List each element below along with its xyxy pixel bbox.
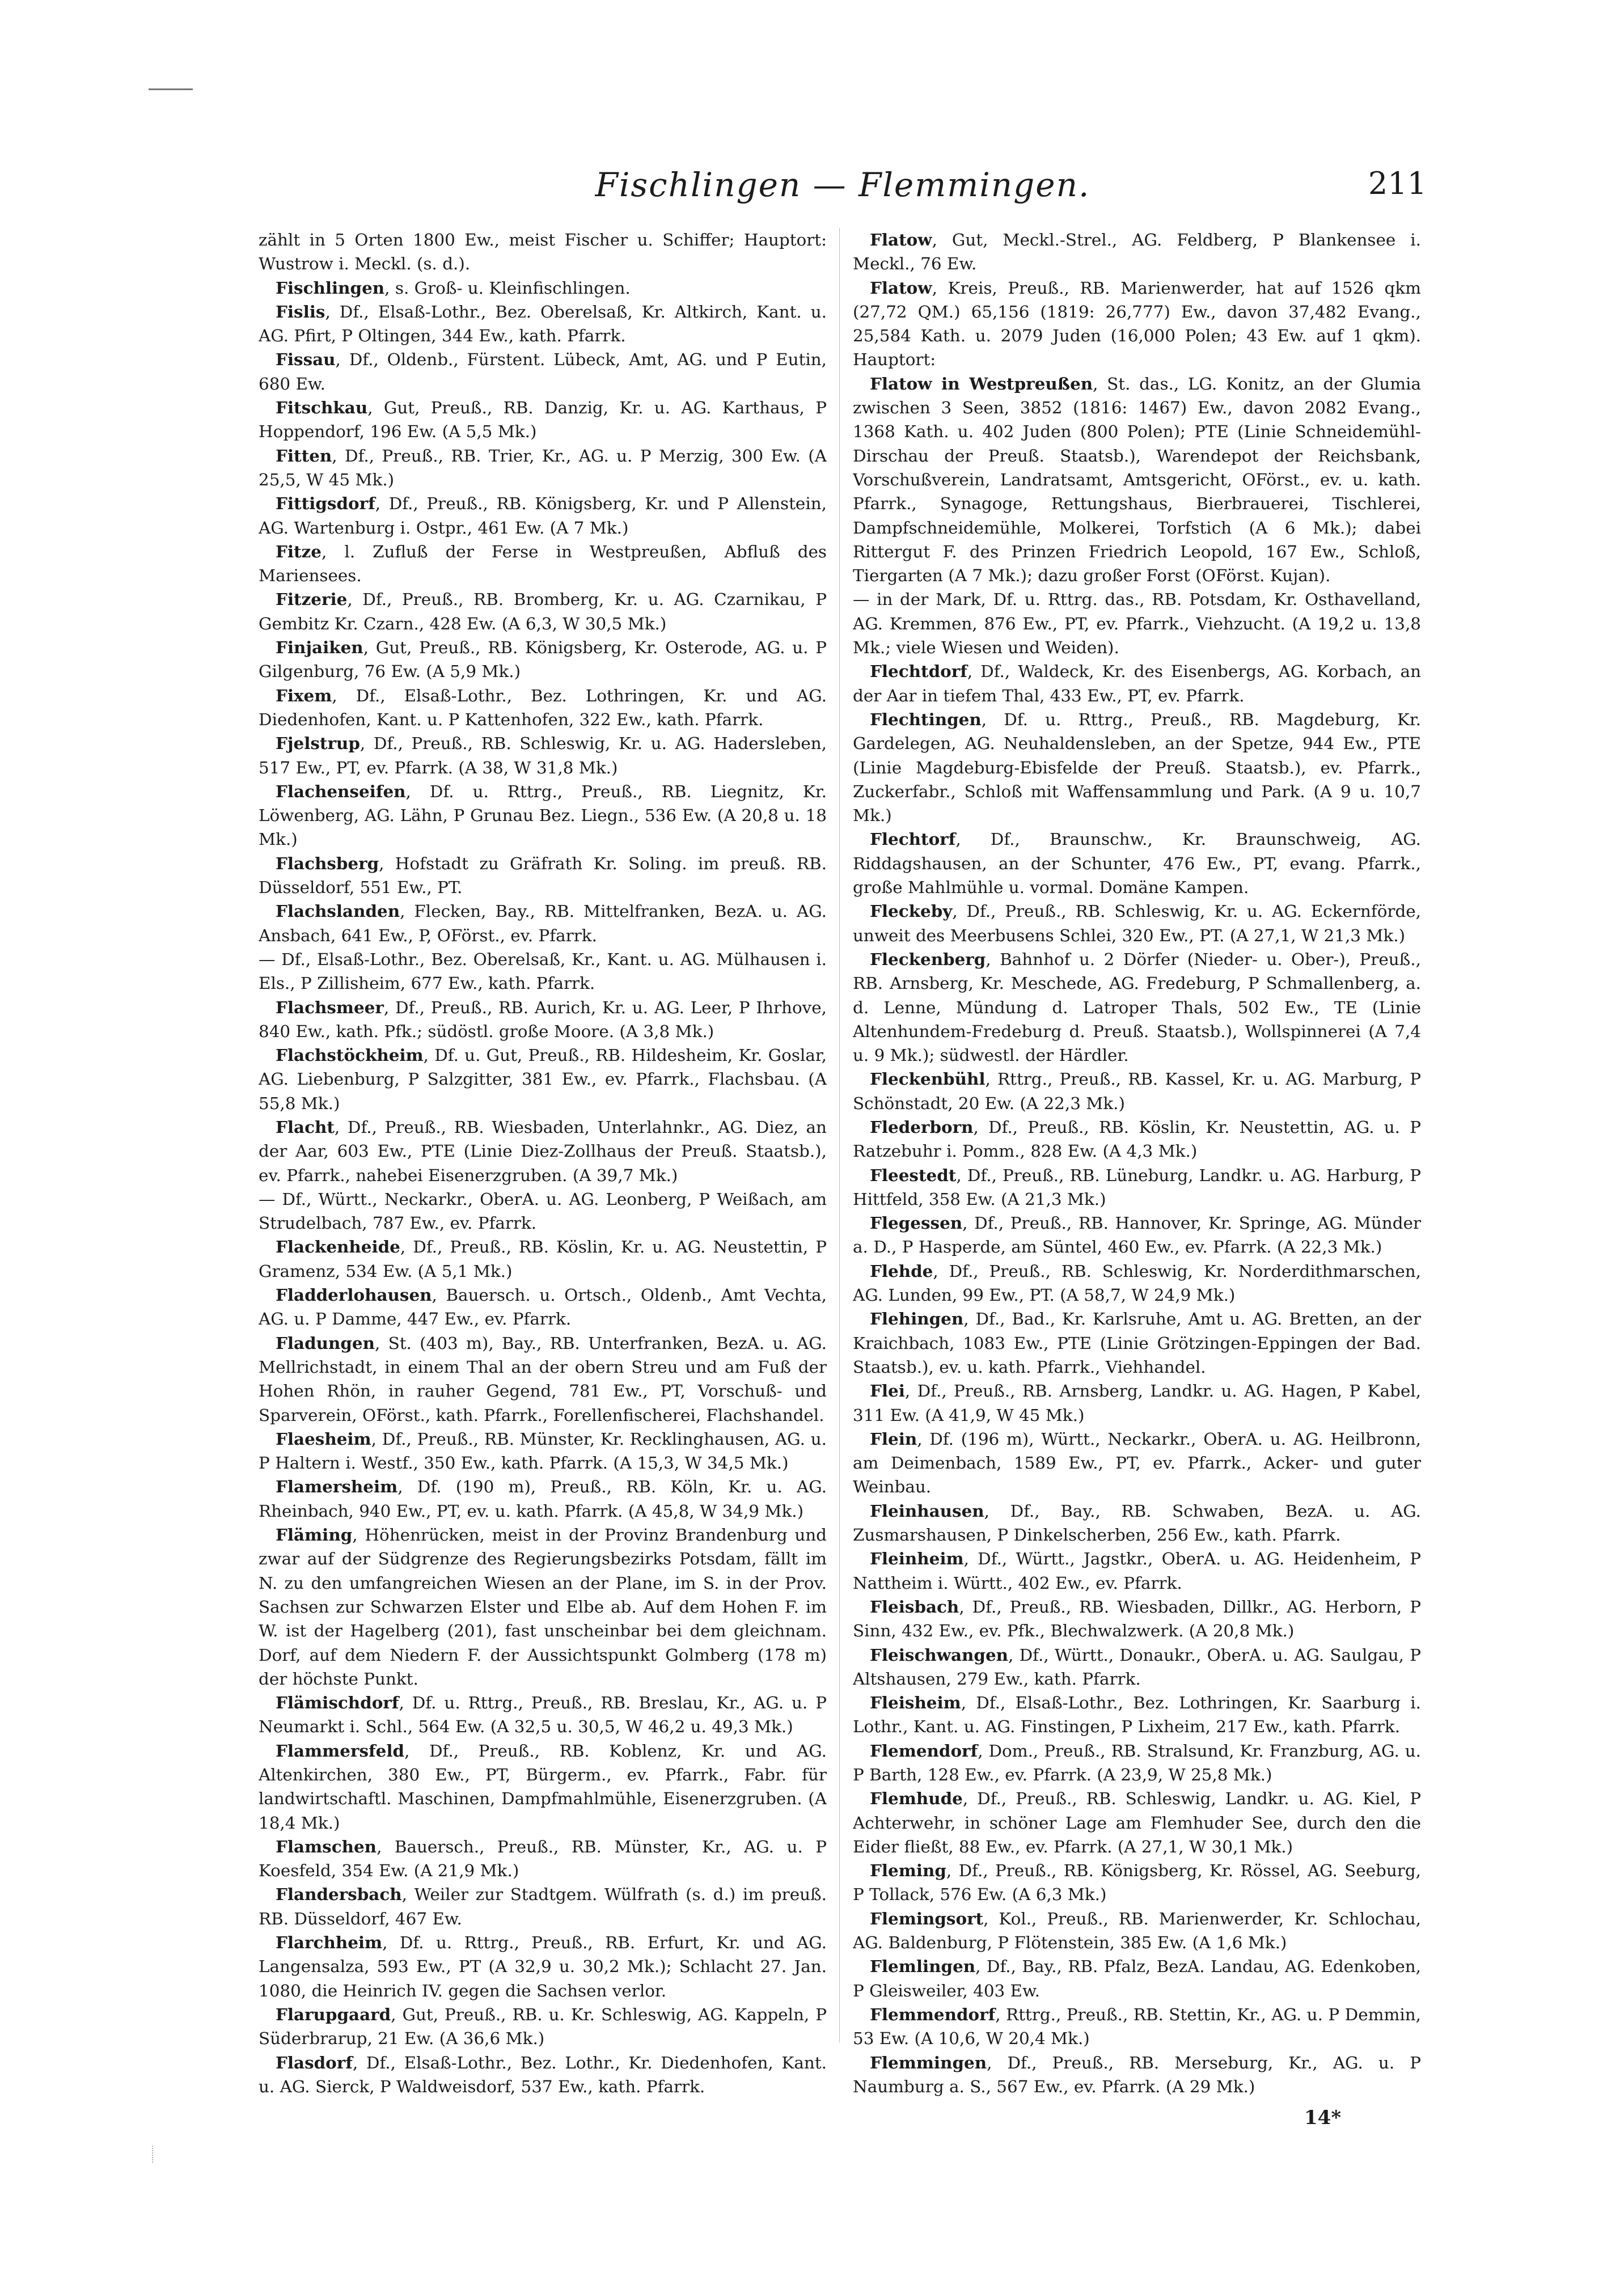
entry-headword: Flechtingen — [870, 709, 982, 729]
entry-headword: Flehingen — [870, 1309, 964, 1329]
dictionary-entry — [853, 1691, 1421, 1739]
dictionary-entry — [259, 1187, 827, 1236]
dictionary-entry — [259, 1835, 827, 1883]
entry-text: , Df. (190 m), Preuß., RB. Köln, Kr. u. AG. Rheinbach, 940 Ew., PT, ev. u. kath. Pfarrk. (A 45,8, W 34,9 Mk.) — [259, 1477, 827, 1521]
entry-headword: Fläming — [276, 1525, 353, 1545]
entry-text: , Df., Elsaß-Lothr., Bez. Lothringen, Kr. Saarburg i. Lothr., Kant. u. AG. Finstingen, P Lixheim, 217 Ew., kath. Pfarrk. — [853, 1693, 1421, 1737]
dictionary-entry — [853, 276, 1421, 372]
entry-text: , Df. u. Rttrg., Preuß., RB. Erfurt, Kr. und AG. Langensalza, 593 Ew., PT (A 32,9 u. 30,2 Mk.); Schlacht 27. Jan. 1080, die Heinrich IV. gegen die Sachsen verlor. — [259, 1933, 827, 2000]
entry-headword: Flaesheim — [276, 1428, 371, 1449]
entry-headword: Flemendorf — [870, 1740, 978, 1761]
entry-text: , Df. u. Rttrg., Preuß., RB. Breslau, Kr., AG. u. P Neumarkt i. Schl., 564 Ew. (A 32,5 u. 30,5, W 46,2 u. 49,3 Mk.) — [259, 1693, 827, 1737]
dictionary-entry — [259, 684, 827, 732]
entry-text: , Rttrg., Preuß., RB. Kassel, Kr. u. AG. Marburg, P Schönstadt, 20 Ew. (A 22,3 Mk.) — [853, 1069, 1421, 1113]
entry-headword: Flemhude — [870, 1788, 963, 1809]
dictionary-entry — [853, 1859, 1421, 1907]
entry-text: , Df., Preuß., RB. Hannover, Kr. Springe, AG. Münder a. D., P Hasperde, am Süntel, 460 Ew., ev. Pfarrk. (A 22,3 Mk.) — [853, 1213, 1421, 1257]
dictionary-entry — [259, 228, 827, 276]
entry-headword: Finjaiken — [276, 637, 363, 658]
dictionary-entry — [259, 1739, 827, 1835]
entry-text: , Df., Bad., Kr. Karlsruhe, Amt u. AG. Bretten, an der Kraichbach, 1083 Ew., PTE (Linie Grötzingen-Eppingen der Bad. Staatsb.), ev. u. kath. Pfarrk., Viehhandel. — [853, 1309, 1421, 1377]
text-columns — [259, 228, 1429, 2099]
entry-headword: Flammersfeld — [276, 1740, 405, 1761]
entry-text: , Dom., Preuß., RB. Stralsund, Kr. Franzburg, AG. u. P Barth, 128 Ew., ev. Pfarrk. (A 23,9, W 25,8 Mk.) — [853, 1741, 1421, 1784]
entry-headword: Fleestedt — [870, 1165, 957, 1185]
dictionary-entry — [259, 540, 827, 588]
entry-text: , Df., Preuß., RB. Königsberg, Kr. Rössel, AG. Seeburg, P Tollack, 576 Ew. (A 6,3 Mk.) — [853, 1861, 1421, 1905]
entry-text: , Df., Bay., RB. Schwaben, BezA. u. AG. Zusmarshausen, P Dinkelscherben, 256 Ew., kath. Pfarrk. — [853, 1501, 1421, 1545]
entry-text: , Gut, Meckl.-Strel., AG. Feldberg, P Blankensee i. Meckl., 76 Ew. — [853, 230, 1421, 274]
dictionary-entry — [259, 780, 827, 852]
dictionary-entry — [259, 587, 827, 636]
dictionary-entry — [259, 444, 827, 492]
dictionary-entry — [853, 372, 1421, 588]
entry-text: , Df., Preuß., RB. Schleswig, Kr. Norderdithmarschen, AG. Lunden, 99 Ew., PT. (A 58,7, W 24,9 Mk.) — [853, 1261, 1421, 1305]
running-header — [259, 166, 1427, 211]
dictionary-entry — [853, 1164, 1421, 1212]
dictionary-entry — [259, 1931, 827, 2003]
dictionary-entry — [853, 2051, 1421, 2099]
dictionary-entry — [259, 1475, 827, 1523]
entry-text: , Df., Preuß., RB. Köslin, Kr. Neustettin, AG. u. P Ratzebuhr i. Pomm., 828 Ew. (A 4,3 Mk.) — [853, 1117, 1421, 1161]
entry-headword: Flein — [870, 1428, 917, 1449]
entry-headword: Flachstöckheim — [276, 1045, 424, 1065]
entry-text: , Df. (196 m), Württ., Neckarkr., OberA. u. AG. Heilbronn, am Deimenbach, 1589 Ew., PT, ev. Pfarrk., Acker- und guter Weinbau. — [853, 1429, 1421, 1497]
entry-text: , Df., Elsaß-Lothr., Bez. Oberelsaß, Kr. Altkirch, Kant. u. AG. Pfirt, P Oltingen, 344 Ew., kath. Pfarrk. — [259, 302, 827, 346]
entry-headword: Fjelstrup — [276, 733, 360, 754]
entry-headword: Flederborn — [870, 1116, 974, 1137]
entry-text: , Df., Preuß., RB. Köslin, Kr. u. AG. Neustettin, P Gramenz, 534 Ew. (A 5,1 Mk.) — [259, 1237, 827, 1281]
dictionary-entry — [259, 1331, 827, 1427]
entry-text: , Gut, Preuß., RB. u. Kr. Schleswig, AG. Kappeln, P Süderbrarup, 21 Ew. (A 36,6 Mk.) — [259, 2004, 827, 2049]
entry-text: , Df., Preuß., RB. Merseburg, Kr., AG. u. P Naumburg a. S., 567 Ew., ev. Pfarrk. (A 29 Mk.) — [853, 2053, 1421, 2096]
entry-text: , Df., Elsaß-Lothr., Bez. Lothr., Kr. Diedenhofen, Kant. u. AG. Sierck, P Waldweisdorf, 537 Ew., kath. Pfarrk. — [259, 2053, 827, 2096]
dictionary-entry — [853, 1211, 1421, 1259]
dictionary-entry — [853, 1307, 1421, 1379]
entry-text: , Df., Preuß., RB. Arnsberg, Landkr. u. AG. Hagen, P Kabel, 311 Ew. (A 41,9, W 45 Mk.) — [853, 1381, 1421, 1425]
dictionary-entry — [259, 2003, 827, 2051]
entry-headword: Flarchheim — [276, 1932, 383, 1953]
entry-headword: Fleming — [870, 1860, 946, 1881]
dictionary-entry — [853, 2003, 1421, 2051]
entry-headword: Flatow — [870, 230, 932, 249]
entry-text: , Hofstadt zu Gräfrath Kr. Soling. im preuß. RB. Düsseldorf, 551 Ew., PT. — [259, 853, 827, 898]
entry-headword: Fladderlohausen — [276, 1285, 432, 1305]
entry-text: , Flecken, Bay., RB. Mittelfranken, BezA. u. AG. Ansbach, 641 Ew., P, OFörst., ev. Pfarrk. — [259, 902, 827, 945]
dictionary-entry — [259, 731, 827, 780]
entry-text: , Df., Preuß., RB. Wiesbaden, Dillkr., AG. Herborn, P Sinn, 432 Ew., ev. Pfk., Blechwalzwerk. (A 20,8 Mk.) — [853, 1597, 1421, 1641]
entry-headword: Flachslanden — [276, 901, 400, 921]
dictionary-entry — [853, 1427, 1421, 1499]
running-title: Fischlingen — Flemmingen. — [595, 166, 1090, 204]
entry-headword: Flarupgaard — [276, 2004, 391, 2024]
dictionary-entry — [853, 659, 1421, 708]
entry-headword: Flatow — [870, 277, 932, 298]
entry-text: , Df., Braunschw., Kr. Braunschweig, AG. Riddagshausen, an der Schunter, 476 Ew., PT, evang. Pfarrk., große Mahlmühle u. vormal. Domäne Kampen. — [853, 830, 1421, 898]
entry-headword: Flegessen — [870, 1213, 963, 1233]
dictionary-entry — [853, 827, 1421, 899]
entry-headword: Flandersbach — [276, 1884, 402, 1905]
entry-text: , Höhenrücken, meist in der Provinz Brandenburg und zwar auf der Südgrenze des Regierungsbezirks Potsdam, fällt im N. zu den umfangreichen Wiesen an der Plane, im S. in der Prov. Sachsen zur Schwarzen Elster und Elbe ab. Auf dem Hohen F. im W. ist der Hagelberg (201), fast unscheinbar bei dem gleichnam. Dorf, auf dem Niedern F. der Aussichtspunkt Golmberg (178 m) der höchste Punkt. — [259, 1525, 827, 1689]
entry-text: , Df., Preuß., RB. Schleswig, Kr. u. AG. Eckernförde, unweit des Meerbusens Schlei, 320 Ew., PT. (A 27,1, W 21,3 Mk.) — [853, 902, 1421, 945]
dictionary-entry — [259, 1523, 827, 1691]
entry-headword: Fleckenbühl — [870, 1069, 986, 1089]
right-column — [853, 228, 1421, 2099]
entry-text: , Df., Preuß., RB. Königsberg, Kr. und P Allenstein, AG. Wartenburg i. Ostpr., 461 Ew. (A 7 Mk.) — [259, 494, 827, 538]
entry-text: , l. Zufluß der Ferse in Westpreußen, Abfluß des Mariensees. — [259, 541, 827, 586]
dictionary-entry — [259, 1283, 827, 1331]
entry-text: zählt in 5 Orten 1800 Ew., meist Fischer u. Schiffer; Hauptort: Wustrow i. Meckl. (s. d.). — [259, 230, 827, 274]
entry-text: , Kreis, Preuß., RB. Marienwerder, hat auf 1526 qkm (27,72 QM.) 65,156 (1819: 26,777) Ew., davon 37,482 Evang., 25,584 Kath. u. 2079 Juden (16,000 Polen; 43 Ew. auf 1 qkm). Hauptort: — [853, 278, 1421, 370]
entry-headword: Flasdorf — [276, 2052, 353, 2072]
entry-headword: Fitzerie — [276, 589, 348, 610]
entry-headword: Fitten — [276, 445, 332, 466]
entry-headword: Fleisheim — [870, 1693, 961, 1713]
scan-mark-bottom — [152, 2146, 159, 2163]
dictionary-entry — [853, 1643, 1421, 1691]
entry-text: , Df., Waldeck, Kr. des Eisenbergs, AG. Korbach, an der Aar in tiefem Thal, 433 Ew., PT, ev. Pfarrk. — [853, 662, 1421, 705]
dictionary-entry — [853, 1547, 1421, 1595]
entry-headword: Fleisbach — [870, 1596, 959, 1617]
entry-text: , Rttrg., Preuß., RB. Stettin, Kr., AG. u. P Demmin, 53 Ew. (A 10,6, W 20,4 Mk.) — [853, 2004, 1421, 2049]
entry-headword: Fischlingen — [276, 277, 385, 298]
dictionary-entry — [853, 1259, 1421, 1308]
page-number: 211 — [1368, 166, 1427, 201]
dictionary-entry — [259, 1043, 827, 1115]
entry-headword: Fladungen — [276, 1332, 375, 1353]
entry-headword: Flachsberg — [276, 853, 379, 873]
dictionary-entry — [259, 1691, 827, 1739]
entry-headword: Flamschen — [276, 1836, 377, 1856]
entry-text: , Df. u. Rttrg., Preuß., RB. Magdeburg, Kr. Gardelegen, AG. Neuhaldensleben, an der Spetze, 944 Ew., PTE (Linie Magdeburg-Ebisfelde der Preuß. Staatsb.), ev. Pfarrk., Zuckerfabr., Schloß mit Waffensammlung und Park. (A 9 u. 10,7 Mk.) — [853, 709, 1421, 826]
entry-text: , Df., Württ., Donaukr., OberA. u. AG. Saulgau, P Altshausen, 279 Ew., kath. Pfarrk. — [853, 1645, 1421, 1689]
entry-text: , Df., Preuß., RB. Aurich, Kr. u. AG. Leer, P Ihrhove, 840 Ew., kath. Pfk.; südöstl. große Moore. (A 3,8 Mk.) — [259, 997, 827, 1041]
entry-headword: Fittigsdorf — [276, 493, 375, 514]
entry-text: , Df., Preuß., RB. Münster, Kr. Recklinghausen, AG. u. P Haltern i. Westf., 350 Ew., kath. Pfarrk. (A 15,3, W 34,5 Mk.) — [259, 1429, 827, 1473]
dictionary-entry — [259, 492, 827, 540]
entry-text: , Bahnhof u. 2 Dörfer (Nieder- u. Ober-), Preuß., RB. Arnsberg, Kr. Meschede, AG. Fredeburg, P Schmallenberg, a. d. Lenne, Mündung d. Latroper Thals, 502 Ew., TE (Linie Altenhundem-Fredeburg d. Preuß. Staatsb.), Wollspinnerei (A 7,4 u. 9 Mk.); südwestl. der Härdler. — [853, 949, 1421, 1065]
entry-headword: Flemmendorf — [870, 2004, 996, 2024]
entry-text: , Df., Preuß., RB. Trier, Kr., AG. u. P Merzig, 300 Ew. (A 25,5, W 45 Mk.) — [259, 446, 827, 489]
entry-headword: Flamersheim — [276, 1477, 398, 1497]
dictionary-entry — [259, 899, 827, 947]
entry-text: , St. (403 m), Bay., RB. Unterfranken, BezA. u. AG. Mellrichstadt, in einem Thal an der obern Streu und am Fuß der Hohen Rhön, in rauher Gegend, 781 Ew., PT, Vorschuß- und Sparverein, OFörst., kath. Pfarrk., Forellenfischerei, Flachshandel. — [259, 1333, 827, 1425]
dictionary-entry — [853, 1595, 1421, 1643]
entry-headword: Fixem — [276, 685, 332, 705]
entry-text: , Df., Elsaß-Lothr., Bez. Lothringen, Kr. und AG. Diedenhofen, Kant. u. P Kattenhofen, 322 Ew., kath. Pfarrk. — [259, 686, 827, 729]
dictionary-entry — [259, 1882, 827, 1931]
entry-text: , Df., Preuß., RB. Schleswig, Kr. u. AG. Hadersleben, 517 Ew., PT, ev. Pfarrk. (A 38, W 31,8 Mk.) — [259, 734, 827, 777]
dictionary-entry — [259, 1115, 827, 1187]
dictionary-entry — [853, 947, 1421, 1067]
entry-text: , Df. u. Rttrg., Preuß., RB. Liegnitz, Kr. Löwenberg, AG. Lähn, P Grunau Bez. Liegn., 536 Ew. (A 20,8 u. 18 Mk.) — [259, 781, 827, 849]
entry-text: — Df., Elsaß-Lothr., Bez. Oberelsaß, Kr., Kant. u. AG. Mülhausen i. Els., P Zillisheim, 677 Ew., kath. Pfarrk. — [259, 949, 827, 993]
entry-text: , Df., Preuß., RB. Schleswig, Landkr. u. AG. Kiel, P Achterwehr, in schöner Lage am Flemhuder See, durch den die Eider fließt, 88 Ew., ev. Pfarrk. (A 27,1, W 30,1 Mk.) — [853, 1789, 1421, 1856]
dictionary-entry — [259, 396, 827, 444]
dictionary-entry — [259, 2051, 827, 2099]
dictionary-entry — [259, 276, 827, 300]
entry-text: , Bauersch., Preuß., RB. Münster, Kr., AG. u. P Koesfeld, 354 Ew. (A 21,9 Mk.) — [259, 1837, 827, 1881]
entry-text: , Df., Preuß., RB. Lüneburg, Landkr. u. AG. Harburg, P Hittfeld, 358 Ew. (A 21,3 Mk.) — [853, 1165, 1421, 1209]
entry-headword: Flemmingen — [870, 2052, 987, 2072]
entry-text: , Df., Württ., Jagstkr., OberA. u. AG. Heidenheim, P Nattheim i. Württ., 402 Ew., ev. Pfarrk. — [853, 1549, 1421, 1593]
entry-headword: Flacht — [276, 1116, 335, 1137]
dictionary-entry — [853, 587, 1421, 659]
dictionary-entry — [259, 996, 827, 1044]
entry-text: — Df., Württ., Neckarkr., OberA. u. AG. Leonberg, P Weißach, am Strudelbach, 787 Ew., ev. Pfarrk. — [259, 1189, 827, 1233]
entry-headword: Flachsmeer — [276, 997, 384, 1017]
entry-headword: Flatow in Westpreußen — [870, 373, 1093, 394]
entry-text: , Gut, Preuß., RB. Danzig, Kr. u. AG. Karthaus, P Hoppendorf, 196 Ew. (A 5,5 Mk.) — [259, 398, 827, 442]
dictionary-entry — [853, 899, 1421, 947]
dictionary-entry — [853, 1907, 1421, 1955]
entry-headword: Flechtorf — [870, 829, 956, 849]
entry-text: , Df., Oldenb., Fürstent. Lübeck, Amt, AG. und P Eutin, 680 Ew. — [259, 350, 827, 394]
dictionary-entry — [853, 1787, 1421, 1859]
entry-headword: Fleinhausen — [870, 1500, 984, 1521]
entry-text: , Bauersch. u. Ortsch., Oldenb., Amt Vechta, AG. u. P Damme, 447 Ew., ev. Pfarrk. — [259, 1285, 827, 1329]
dictionary-entry — [853, 1379, 1421, 1427]
entry-text: , Df., Preuß., RB. Koblenz, Kr. und AG. Altenkirchen, 380 Ew., PT, Bürgerm., ev. Pfarrk., Fabr. für landwirtschaftl. Maschinen, Dampfmahlmühle, Eisenerzgruben. (A 18,4 Mk.) — [259, 1741, 827, 1833]
dictionary-entry — [853, 1954, 1421, 2003]
entry-headword: Fleckenberg — [870, 949, 986, 969]
entry-headword: Flehde — [870, 1260, 933, 1281]
entry-text: — in der Mark, Df. u. Rttrg. das., RB. Potsdam, Kr. Osthavelland, AG. Kremmen, 876 Ew., PT, ev. Pfarrk., Viehzucht. (A 19,2 u. 13,8 Mk.; viele Wiesen und Weiden). — [853, 590, 1421, 658]
dictionary-entry — [259, 947, 827, 996]
entry-text: , Df., Bay., RB. Pfalz, BezA. Landau, AG. Edenkoben, P Gleisweiler, 403 Ew. — [853, 1957, 1421, 2000]
entry-text: , Kol., Preuß., RB. Marienwerder, Kr. Schlochau, AG. Baldenburg, P Flötenstein, 385 Ew. (A 1,6 Mk.) — [853, 1909, 1421, 1953]
entry-headword: Fleischwangen — [870, 1644, 1009, 1665]
dictionary-entry — [259, 852, 827, 900]
entry-text: , Weiler zur Stadtgem. Wülfrath (s. d.) im preuß. RB. Düsseldorf, 467 Ew. — [259, 1885, 827, 1928]
scan-mark — [149, 88, 193, 96]
dictionary-entry — [259, 300, 827, 348]
entry-headword: Flemlingen — [870, 1956, 976, 1977]
signature-mark: 14* — [1304, 2106, 1342, 2129]
entry-headword: Flechtdorf — [870, 661, 967, 682]
entry-headword: Fleckeby — [870, 901, 953, 921]
entry-text: , Df. u. Gut, Preuß., RB. Hildesheim, Kr. Goslar, AG. Liebenburg, P Salzgitter, 381 Ew., ev. Pfarrk., Flachsbau. (A 55,8 Mk.) — [259, 1046, 827, 1113]
entry-headword: Fissau — [276, 349, 336, 370]
entry-headword: Flemingsort — [870, 1908, 984, 1928]
entry-headword: Fitschkau — [276, 397, 368, 418]
entry-headword: Flachenseifen — [276, 781, 406, 801]
entry-text: , Gut, Preuß., RB. Königsberg, Kr. Osterode, AG. u. P Gilgenburg, 76 Ew. (A 5,9 Mk.) — [259, 638, 827, 682]
column-divider — [839, 228, 840, 2042]
entry-headword: Fleinheim — [870, 1549, 964, 1569]
entry-headword: Fitze — [276, 541, 322, 561]
dictionary-entry — [853, 1067, 1421, 1115]
entry-text: , St. das., LG. Konitz, an der Glumia zwischen 3 Seen, 3852 (1816: 1467) Ew., davon 2082 Evang., 1368 Kath. u. 402 Juden (800 Polen); PTE (Linie Schneidemühl-Dirschau der Preuß. Staatsb.), Warendepot der Reichsbank, Vorschußverein, Landratsamt, Amtsgericht, OFörst., ev. u. kath. Pfarrk., Synagoge, Rettungshaus, Bierbrauerei, Tischlerei, Dampfschneidemühle, Molkerei, Torfstich (A 6 Mk.); dabei Rittergut F. des Prinzen Friedrich Leopold, 167 Ew., Schloß, Tiergarten (A 7 Mk.); dazu großer Forst (OFörst. Kujan). — [853, 374, 1421, 586]
dictionary-entry — [259, 1235, 827, 1283]
entry-text: , Df., Preuß., RB. Bromberg, Kr. u. AG. Czarnikau, P Gembitz Kr. Czarn., 428 Ew. (A 6,3, W 30,5 Mk.) — [259, 590, 827, 633]
dictionary-entry — [853, 708, 1421, 827]
entry-headword: Flämischdorf — [276, 1693, 399, 1713]
dictionary-entry — [853, 1115, 1421, 1164]
entry-text: , s. Groß- u. Kleinfischlingen. — [384, 278, 631, 298]
dictionary-entry — [259, 348, 827, 396]
left-column — [259, 228, 827, 2099]
entry-headword: Flackenheide — [276, 1237, 400, 1257]
dictionary-entry — [853, 228, 1421, 276]
entry-text: , Df., Preuß., RB. Wiesbaden, Unterlahnkr., AG. Diez, an der Aar, 603 Ew., PTE (Linie Diez-Zollhaus der Preuß. Staatsb.), ev. Pfarrk., nahebei Eisenerzgruben. (A 39,7 Mk.) — [259, 1117, 827, 1185]
dictionary-entry — [259, 636, 827, 684]
entry-headword: Flei — [870, 1381, 905, 1401]
dictionary-entry — [259, 1427, 827, 1475]
entry-headword: Fislis — [276, 301, 325, 321]
dictionary-entry — [853, 1739, 1421, 1787]
dictionary-entry — [853, 1499, 1421, 1547]
